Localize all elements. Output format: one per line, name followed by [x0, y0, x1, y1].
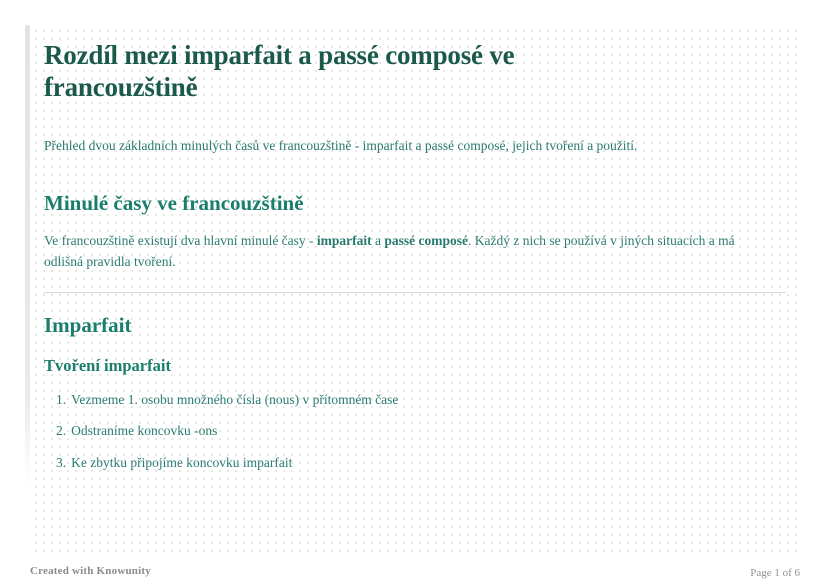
list-item-text: Vezmeme 1. osobu množného čísla (nous) v přítomném čase [71, 391, 399, 407]
document-content [30, 25, 800, 473]
intro-paragraph-part1: Ve francouzštině existují dva hlavní minulé časy - [44, 232, 317, 248]
document-subtitle: Přehled dvou základních minulých časů ve francouzštině - imparfait a passé composé, jejich tvoření a použití. [44, 138, 638, 154]
term-imparfait: imparfait [316, 232, 372, 248]
list-item-text: Odstraníme koncovku -ons [71, 423, 218, 439]
list-item-text: Ke zbytku připojíme koncovku imparfait [71, 455, 293, 470]
list-item-number: 3. [56, 455, 67, 470]
list-item-number: 1. [56, 391, 67, 407]
subsection-heading-tvoreni-imparfait: Tvoření imparfait [44, 356, 171, 376]
footer-page-number: Page 1 of 6 [750, 567, 800, 579]
imparfait-steps-list [56, 390, 786, 473]
intro-paragraph [44, 230, 770, 272]
document-title: Rozdíl mezi imparfait a passé composé ve francouzštině [44, 40, 515, 102]
list-item [56, 421, 786, 441]
intro-paragraph-part3: . Každý z nich se používá v jiných situacích a má odlišná pravidla tvoření. [44, 232, 735, 269]
section-heading-imparfait: Imparfait [44, 312, 132, 337]
section-heading-past-tenses: Minulé časy ve francouzštině [44, 190, 304, 215]
section-divider [44, 292, 786, 293]
intro-paragraph-part2: a [371, 232, 385, 248]
list-item [56, 390, 786, 410]
term-passe-compose: passé composé [384, 232, 469, 248]
document-sheet [30, 25, 800, 555]
footer-credit: Created with Knowunity [30, 565, 151, 577]
list-item-number: 2. [56, 423, 67, 439]
list-item [56, 453, 786, 473]
